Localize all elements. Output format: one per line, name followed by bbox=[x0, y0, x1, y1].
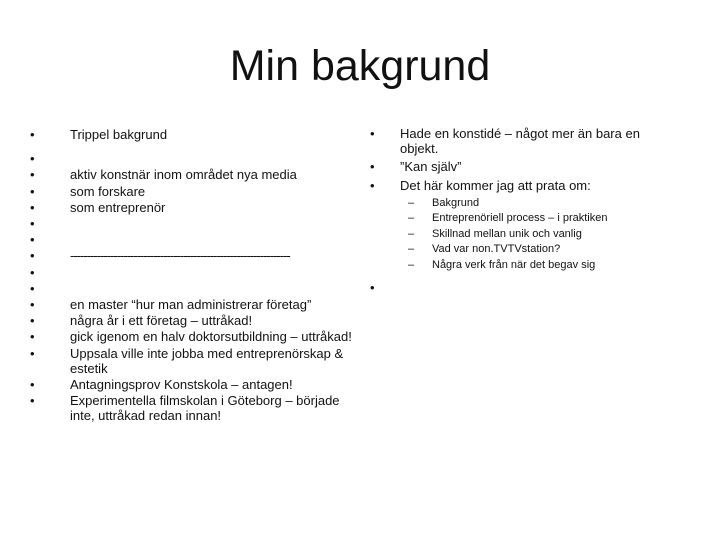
bullet-item: • Experimentella filmskolan i Göteborg – började inte, uttråkad redan innan! bbox=[30, 393, 355, 423]
bullet-item: • ”Kan själv” bbox=[370, 160, 670, 175]
left-bullet-list bbox=[30, 127, 355, 424]
bullet-item bbox=[30, 265, 355, 280]
topic-sublist bbox=[400, 196, 670, 274]
bullet-item: • några år i ett företag – uttråkad! bbox=[30, 313, 355, 328]
right-column bbox=[370, 127, 670, 297]
bullet-item: • gick igenom en halv doktorsutbildning – uttråkad! bbox=[30, 329, 355, 344]
bullet-item: • Uppsala ville inte jobba med entreprenörskap & estetik bbox=[30, 346, 355, 376]
bullet-item bbox=[30, 151, 355, 166]
bullet-item bbox=[30, 281, 355, 296]
bullet-item: • Hade en konstidé – något mer än bara en objekt. bbox=[370, 127, 670, 156]
slide-title: Min bakgrund bbox=[229, 42, 491, 90]
bullet-item: • som forskare bbox=[30, 184, 355, 199]
bullet-item bbox=[370, 179, 670, 273]
bullet-item: • Antagningsprov Konstskola – antagen! bbox=[30, 377, 355, 392]
separator-dash-line: • ------------------------------------------------------------------ bbox=[30, 248, 355, 263]
right-bullet-list bbox=[370, 127, 670, 296]
bullet-item bbox=[30, 216, 355, 231]
bullet-item-text: Det här kommer jag att prata om: bbox=[400, 178, 591, 194]
sub-item: – Vad var non.TVTVstation? bbox=[400, 242, 670, 258]
left-column bbox=[30, 127, 355, 425]
bullet-item bbox=[30, 232, 355, 247]
bullet-item: • Trippel bakgrund bbox=[30, 127, 355, 142]
sub-item: – Några verk från när det begav sig bbox=[400, 258, 670, 274]
bullet-item bbox=[370, 281, 670, 296]
sub-item: – Entreprenöriell process – i praktiken bbox=[400, 211, 670, 227]
sub-item: – Skillnad mellan unik och vanlig bbox=[400, 227, 670, 243]
bullet-item: • som entreprenör bbox=[30, 200, 355, 215]
bullet-item: • en master “hur man administrerar företag” bbox=[30, 297, 355, 312]
bullet-item: • aktiv konstnär inom området nya media bbox=[30, 167, 355, 182]
sub-item: – Bakgrund bbox=[400, 196, 670, 212]
